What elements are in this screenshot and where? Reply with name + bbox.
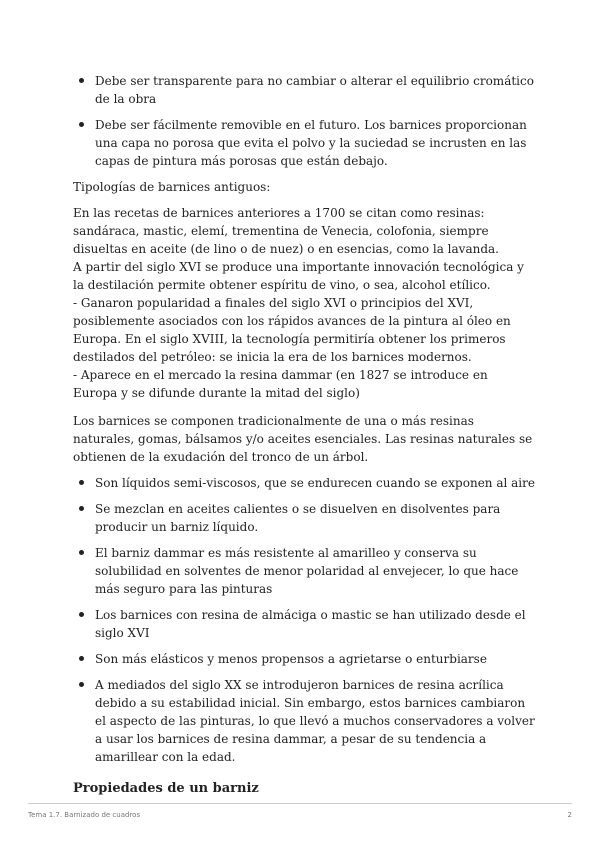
paragraph-antiguos: En las recetas de barnices anteriores a 1700 se citan como resinas: sandáraca, mastic, elemí, trementina de Venecia, colofonia, siempre disueltas en aceite (de lino o de nuez) o en esencias, como la lavanda. A partir del siglo XVI se produce una importante innovación tecnológica y la destilación permite obtener espíritu de vino, o sea, alcohol etílico. - Ganaron popularidad a finales del siglo XVI o principios del XVI, posiblemente asociados con los rápidos avances de la pintura al óleo en Europa. En el siglo XVIII, la tecnología permitiría obtener los primeros destilados del petróleo: se inicia la era de los barnices modernos. - Aparece en el mercado la resina dammar (en 1827 se introduce en Europa y se difunde durante la mitad del siglo) xyxy=(73,206,524,400)
footer-title: Tema 1.7. Barnizado de cuadros xyxy=(28,811,141,819)
bullet-icon xyxy=(79,612,84,617)
bullet-icon xyxy=(79,550,84,555)
bullet-icon xyxy=(79,78,84,83)
bullet-list-bottom xyxy=(73,474,535,766)
document-body xyxy=(73,72,535,806)
list-item: Son líquidos semi-viscosos, que se endurecen cuando se exponen al aire xyxy=(73,474,535,492)
bullet-list-top xyxy=(73,72,535,170)
list-item: Se mezclan en aceites calientes o se disuelven en disolventes para producir un barniz líquido. xyxy=(73,500,535,536)
list-item: Debe ser fácilmente removible en el futuro. Los barnices proporcionan una capa no porosa que evita el polvo y la suciedad se incrusten en las capas de pintura más porosas que están debajo. xyxy=(73,116,535,170)
list-item: El barniz dammar es más resistente al amarilleo y conserva su solubilidad en solventes de menor polaridad al envejecer, lo que hace más seguro para las pinturas xyxy=(73,544,535,598)
section-heading: Propiedades de un barniz xyxy=(73,781,259,796)
bullet-icon xyxy=(79,480,84,485)
bullet-icon xyxy=(79,506,84,511)
paragraph-resinas: Los barnices se componen tradicionalmente de una o más resinas naturales, gomas, bálsamos y/o aceites esenciales. Las resinas naturales se obtienen de la exudación del tronco de un árbol. xyxy=(73,414,533,464)
bullet-icon xyxy=(79,682,84,687)
list-item: Debe ser transparente para no cambiar o alterar el equilibrio cromático de la obra xyxy=(73,72,535,108)
page-number: 2 xyxy=(567,811,572,819)
list-item: Los barnices con resina de almáciga o mastic se han utilizado desde el siglo XVI xyxy=(73,606,535,642)
footer-divider xyxy=(28,803,572,804)
bullet-icon xyxy=(79,656,84,661)
section-label: Tipologías de barnices antiguos: xyxy=(73,180,271,194)
list-item: Son más elásticos y menos propensos a agrietarse o enturbiarse xyxy=(73,650,535,668)
list-item: A mediados del siglo XX se introdujeron barnices de resina acrílica debido a su estabilidad inicial. Sin embargo, estos barnices cambiaron el aspecto de las pinturas, lo que llevó a muchos conservadores a volver a usar los barnices de resina dammar, a pesar de su tendencia a amarillear con la edad. xyxy=(73,676,535,766)
bullet-icon xyxy=(79,122,84,127)
